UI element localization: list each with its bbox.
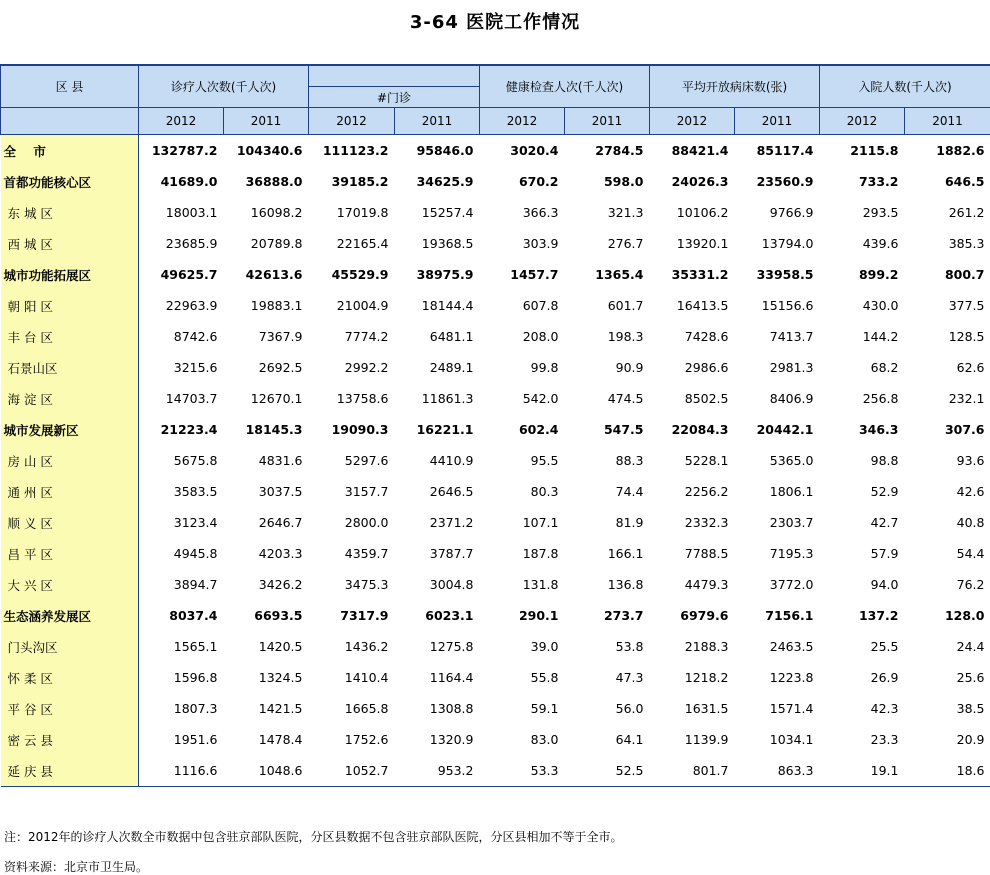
value-cell: 3475.3: [344, 577, 389, 592]
value-cell: 23560.9: [756, 174, 814, 189]
value-cell: 24.4: [956, 639, 985, 654]
value-cell: 10106.2: [676, 205, 729, 220]
year-header: 2012: [309, 108, 395, 135]
value-cell: 1565.1: [173, 639, 218, 654]
year-header: 2011: [565, 108, 650, 135]
table-row: [1, 383, 990, 414]
value-cell: 1807.3: [173, 701, 218, 716]
value-cell: 132787.2: [139, 135, 224, 167]
value-cell: 474.5: [607, 391, 644, 406]
value-cell: 17019.8: [336, 205, 389, 220]
value-cell: 83.0: [530, 732, 559, 747]
value-cell: 42.6: [956, 484, 985, 499]
table-row: [1, 631, 990, 662]
value-cell: 19368.5: [421, 236, 474, 251]
value-cell: 22165.4: [336, 236, 389, 251]
table-row: [1, 507, 990, 538]
value-cell: 430.0: [862, 298, 899, 313]
value-cell: 547.5: [603, 422, 644, 437]
value-cell: 2800.0: [344, 515, 389, 530]
value-cell: 7195.3: [769, 546, 814, 561]
value-cell: 366.3: [522, 205, 559, 220]
year-header: 2012: [820, 108, 905, 135]
table-row: [1, 538, 990, 569]
table-row: [1, 259, 990, 290]
value-cell: 16413.5: [676, 298, 729, 313]
table-row: [1, 662, 990, 693]
value-cell: 1139.9: [684, 732, 729, 747]
value-cell: 94.0: [870, 577, 899, 592]
region-name: 大 兴 区: [1, 569, 139, 600]
value-cell: 59.1: [530, 701, 559, 716]
value-cell: 1478.4: [258, 732, 303, 747]
value-cell: 733.2: [858, 174, 899, 189]
table-row: [1, 724, 990, 755]
value-cell: 85117.4: [735, 135, 820, 167]
table-row: [1, 352, 990, 383]
value-cell: 2256.2: [684, 484, 729, 499]
value-cell: 23685.9: [165, 236, 218, 251]
value-cell: 801.7: [650, 755, 735, 787]
value-cell: 2115.8: [820, 135, 905, 167]
value-cell: 57.9: [870, 546, 899, 561]
value-cell: 15156.6: [761, 298, 814, 313]
value-cell: 5675.8: [173, 453, 218, 468]
table-row: [1, 197, 990, 228]
year-header: 2011: [735, 108, 820, 135]
value-cell: 670.2: [518, 174, 559, 189]
table-row: [1, 166, 990, 197]
value-cell: 2646.7: [258, 515, 303, 530]
value-cell: 1164.4: [429, 670, 474, 685]
value-cell: 303.9: [522, 236, 559, 251]
region-name: 房 山 区: [1, 445, 139, 476]
value-cell: 98.8: [870, 453, 899, 468]
value-cell: 54.4: [956, 546, 985, 561]
value-cell: 1806.1: [769, 484, 814, 499]
value-cell: 11861.3: [421, 391, 474, 406]
region-header: 区 县: [1, 65, 139, 108]
value-cell: 7413.7: [769, 329, 814, 344]
value-cell: 1275.8: [429, 639, 474, 654]
value-cell: 47.3: [615, 670, 644, 685]
value-cell: 2981.3: [769, 360, 814, 375]
value-cell: 111123.2: [309, 135, 395, 167]
value-cell: 2992.2: [344, 360, 389, 375]
value-cell: 18003.1: [165, 205, 218, 220]
table-row: [1, 569, 990, 600]
value-cell: 24026.3: [671, 174, 729, 189]
value-cell: 136.8: [607, 577, 644, 592]
value-cell: 261.2: [948, 205, 985, 220]
value-cell: 53.3: [480, 755, 565, 787]
value-cell: 4945.8: [173, 546, 218, 561]
value-cell: 7428.6: [684, 329, 729, 344]
table-row: [1, 755, 990, 787]
value-cell: 16098.2: [250, 205, 303, 220]
value-cell: 68.2: [870, 360, 899, 375]
value-cell: 3787.7: [429, 546, 474, 561]
value-cell: 439.6: [862, 236, 899, 251]
value-cell: 19883.1: [250, 298, 303, 313]
region-header-blank: [1, 108, 139, 135]
value-cell: 99.8: [530, 360, 559, 375]
value-cell: 4359.7: [344, 546, 389, 561]
value-cell: 35331.2: [671, 267, 729, 282]
value-cell: 2332.3: [684, 515, 729, 530]
region-name: 西 城 区: [1, 228, 139, 259]
value-cell: 646.5: [944, 174, 985, 189]
value-cell: 52.9: [870, 484, 899, 499]
value-cell: 5297.6: [344, 453, 389, 468]
value-cell: 3020.4: [480, 135, 565, 167]
region-name: 丰 台 区: [1, 321, 139, 352]
region-name: 海 淀 区: [1, 383, 139, 414]
value-cell: 1596.8: [173, 670, 218, 685]
year-header: 2011: [224, 108, 309, 135]
value-cell: 3583.5: [173, 484, 218, 499]
value-cell: 899.2: [858, 267, 899, 282]
value-cell: 8037.4: [169, 608, 218, 623]
value-cell: 1631.5: [684, 701, 729, 716]
table-row: [1, 600, 990, 631]
region-name: 朝 阳 区: [1, 290, 139, 321]
table-row: [1, 321, 990, 352]
year-header: 2012: [139, 108, 224, 135]
value-cell: 7156.1: [765, 608, 814, 623]
region-name: 平 谷 区: [1, 693, 139, 724]
value-cell: 38975.9: [416, 267, 474, 282]
source-note: 资料来源：北京市卫生局。: [4, 860, 149, 874]
value-cell: 22963.9: [165, 298, 218, 313]
value-cell: 7774.2: [344, 329, 389, 344]
value-cell: 1048.6: [224, 755, 309, 787]
value-cell: 1436.2: [344, 639, 389, 654]
value-cell: 1052.7: [309, 755, 395, 787]
value-cell: 34625.9: [416, 174, 474, 189]
value-cell: 95846.0: [395, 135, 480, 167]
value-cell: 346.3: [858, 422, 899, 437]
value-cell: 26.9: [870, 670, 899, 685]
value-cell: 1116.6: [139, 755, 224, 787]
table-row: [1, 228, 990, 259]
value-cell: 953.2: [395, 755, 480, 787]
value-cell: 13758.6: [336, 391, 389, 406]
value-cell: 863.3: [735, 755, 820, 787]
value-cell: 307.6: [944, 422, 985, 437]
value-cell: 1218.2: [684, 670, 729, 685]
value-cell: 56.0: [615, 701, 644, 716]
value-cell: 1571.4: [769, 701, 814, 716]
value-cell: 20789.8: [250, 236, 303, 251]
region-name: 生态涵养发展区: [1, 600, 139, 631]
value-cell: 137.2: [858, 608, 899, 623]
value-cell: 14703.7: [165, 391, 218, 406]
region-name: 城市发展新区: [1, 414, 139, 445]
value-cell: 128.0: [944, 608, 985, 623]
value-cell: 53.8: [615, 639, 644, 654]
value-cell: 273.7: [603, 608, 644, 623]
value-cell: 5365.0: [769, 453, 814, 468]
value-cell: 2303.7: [769, 515, 814, 530]
region-name: 顺 义 区: [1, 507, 139, 538]
value-cell: 3037.5: [258, 484, 303, 499]
footnote: 注：2012年的诊疗人次数全市数据中包含驻京部队医院，分区县数据不包含驻京部队医院，分区县相加不等于全市。: [4, 830, 623, 844]
value-cell: 33958.5: [756, 267, 814, 282]
value-cell: 19090.3: [331, 422, 389, 437]
value-cell: 377.5: [948, 298, 985, 313]
region-name: 门头沟区: [1, 631, 139, 662]
admissions-header: 入院人数(千人次): [820, 65, 990, 108]
value-cell: 80.3: [530, 484, 559, 499]
value-cell: 602.4: [518, 422, 559, 437]
beds-header: 平均开放病床数(张): [650, 65, 820, 108]
value-cell: 131.8: [522, 577, 559, 592]
value-cell: 3157.7: [344, 484, 389, 499]
value-cell: 21223.4: [160, 422, 218, 437]
value-cell: 64.1: [615, 732, 644, 747]
value-cell: 3123.4: [173, 515, 218, 530]
value-cell: 3004.8: [429, 577, 474, 592]
value-cell: 8502.5: [684, 391, 729, 406]
value-cell: 18145.3: [245, 422, 303, 437]
value-cell: 2463.5: [769, 639, 814, 654]
value-cell: 4831.6: [258, 453, 303, 468]
value-cell: 290.1: [518, 608, 559, 623]
value-cell: 1951.6: [173, 732, 218, 747]
value-cell: 95.5: [530, 453, 559, 468]
region-name: 延 庆 县: [1, 755, 139, 787]
table-row: [1, 290, 990, 321]
value-cell: 41689.0: [160, 174, 218, 189]
year-header: 2011: [905, 108, 990, 135]
table-row: [1, 445, 990, 476]
value-cell: 4479.3: [684, 577, 729, 592]
value-cell: 1421.5: [258, 701, 303, 716]
hospital-work-table: [0, 64, 990, 787]
value-cell: 208.0: [522, 329, 559, 344]
value-cell: 166.1: [607, 546, 644, 561]
value-cell: 88421.4: [650, 135, 735, 167]
value-cell: 7367.9: [258, 329, 303, 344]
region-name: 城市功能拓展区: [1, 259, 139, 290]
value-cell: 187.8: [522, 546, 559, 561]
value-cell: 16221.1: [416, 422, 474, 437]
value-cell: 45529.9: [331, 267, 389, 282]
value-cell: 20442.1: [756, 422, 814, 437]
value-cell: 88.3: [615, 453, 644, 468]
value-cell: 607.8: [522, 298, 559, 313]
value-cell: 1223.8: [769, 670, 814, 685]
region-name: 昌 平 区: [1, 538, 139, 569]
value-cell: 601.7: [607, 298, 644, 313]
value-cell: 39.0: [530, 639, 559, 654]
value-cell: 49625.7: [160, 267, 218, 282]
value-cell: 256.8: [862, 391, 899, 406]
value-cell: 4203.3: [258, 546, 303, 561]
value-cell: 2692.5: [258, 360, 303, 375]
value-cell: 276.7: [607, 236, 644, 251]
value-cell: 4410.9: [429, 453, 474, 468]
value-cell: 7788.5: [684, 546, 729, 561]
checkup-header: 健康检查人次(千人次): [480, 65, 650, 108]
value-cell: 542.0: [522, 391, 559, 406]
value-cell: 144.2: [862, 329, 899, 344]
year-header: 2011: [395, 108, 480, 135]
value-cell: 2371.2: [429, 515, 474, 530]
value-cell: 1665.8: [344, 701, 389, 716]
value-cell: 93.6: [956, 453, 985, 468]
value-cell: 6481.1: [429, 329, 474, 344]
value-cell: 42613.6: [245, 267, 303, 282]
value-cell: 12670.1: [250, 391, 303, 406]
region-name: 密 云 县: [1, 724, 139, 755]
value-cell: 20.9: [956, 732, 985, 747]
value-cell: 25.5: [870, 639, 899, 654]
value-cell: 7317.9: [340, 608, 389, 623]
value-cell: 1308.8: [429, 701, 474, 716]
value-cell: 18.6: [905, 755, 990, 787]
value-cell: 13794.0: [761, 236, 814, 251]
outpatient-header: #门诊: [309, 87, 480, 108]
value-cell: 62.6: [956, 360, 985, 375]
value-cell: 21004.9: [336, 298, 389, 313]
value-cell: 22084.3: [671, 422, 729, 437]
value-cell: 598.0: [603, 174, 644, 189]
value-cell: 8742.6: [173, 329, 218, 344]
value-cell: 90.9: [615, 360, 644, 375]
table-row: [1, 693, 990, 724]
value-cell: 232.1: [948, 391, 985, 406]
value-cell: 1034.1: [769, 732, 814, 747]
value-cell: 2188.3: [684, 639, 729, 654]
region-name: 全 市: [1, 135, 139, 167]
value-cell: 6023.1: [425, 608, 474, 623]
value-cell: 104340.6: [224, 135, 309, 167]
value-cell: 40.8: [956, 515, 985, 530]
value-cell: 15257.4: [421, 205, 474, 220]
value-cell: 13920.1: [676, 236, 729, 251]
value-cell: 1320.9: [429, 732, 474, 747]
value-cell: 76.2: [956, 577, 985, 592]
value-cell: 321.3: [607, 205, 644, 220]
value-cell: 5228.1: [684, 453, 729, 468]
year-header: 2012: [650, 108, 735, 135]
value-cell: 9766.9: [769, 205, 814, 220]
value-cell: 8406.9: [769, 391, 814, 406]
table-row: [1, 414, 990, 445]
region-name: 东 城 区: [1, 197, 139, 228]
value-cell: 3215.6: [173, 360, 218, 375]
value-cell: 2784.5: [565, 135, 650, 167]
value-cell: 800.7: [944, 267, 985, 282]
value-cell: 3894.7: [173, 577, 218, 592]
value-cell: 1365.4: [595, 267, 644, 282]
value-cell: 23.3: [870, 732, 899, 747]
region-name: 通 州 区: [1, 476, 139, 507]
region-name: 怀 柔 区: [1, 662, 139, 693]
value-cell: 42.3: [870, 701, 899, 716]
value-cell: 198.3: [607, 329, 644, 344]
value-cell: 18144.4: [421, 298, 474, 313]
region-name: 首都功能核心区: [1, 166, 139, 197]
value-cell: 2489.1: [429, 360, 474, 375]
value-cell: 1410.4: [344, 670, 389, 685]
value-cell: 1457.7: [510, 267, 559, 282]
value-cell: 107.1: [522, 515, 559, 530]
value-cell: 39185.2: [331, 174, 389, 189]
region-name: 石景山区: [1, 352, 139, 383]
value-cell: 3426.2: [258, 577, 303, 592]
value-cell: 25.6: [956, 670, 985, 685]
value-cell: 293.5: [862, 205, 899, 220]
value-cell: 38.5: [956, 701, 985, 716]
value-cell: 74.4: [615, 484, 644, 499]
value-cell: 36888.0: [245, 174, 303, 189]
table-row: [1, 476, 990, 507]
visits-header: 诊疗人次数(千人次): [139, 65, 309, 108]
value-cell: 1752.6: [344, 732, 389, 747]
value-cell: 42.7: [870, 515, 899, 530]
value-cell: 1420.5: [258, 639, 303, 654]
value-cell: 128.5: [948, 329, 985, 344]
page-title: 3-64 医院工作情况: [409, 12, 581, 33]
value-cell: 2646.5: [429, 484, 474, 499]
year-header: 2012: [480, 108, 565, 135]
value-cell: 6693.5: [254, 608, 303, 623]
value-cell: 81.9: [615, 515, 644, 530]
value-cell: 6979.6: [680, 608, 729, 623]
value-cell: 1882.6: [905, 135, 990, 167]
value-cell: 385.3: [948, 236, 985, 251]
value-cell: 55.8: [530, 670, 559, 685]
value-cell: 19.1: [820, 755, 905, 787]
value-cell: 52.5: [565, 755, 650, 787]
table-row: [1, 135, 990, 167]
value-cell: 2986.6: [684, 360, 729, 375]
value-cell: 3772.0: [769, 577, 814, 592]
value-cell: 1324.5: [258, 670, 303, 685]
